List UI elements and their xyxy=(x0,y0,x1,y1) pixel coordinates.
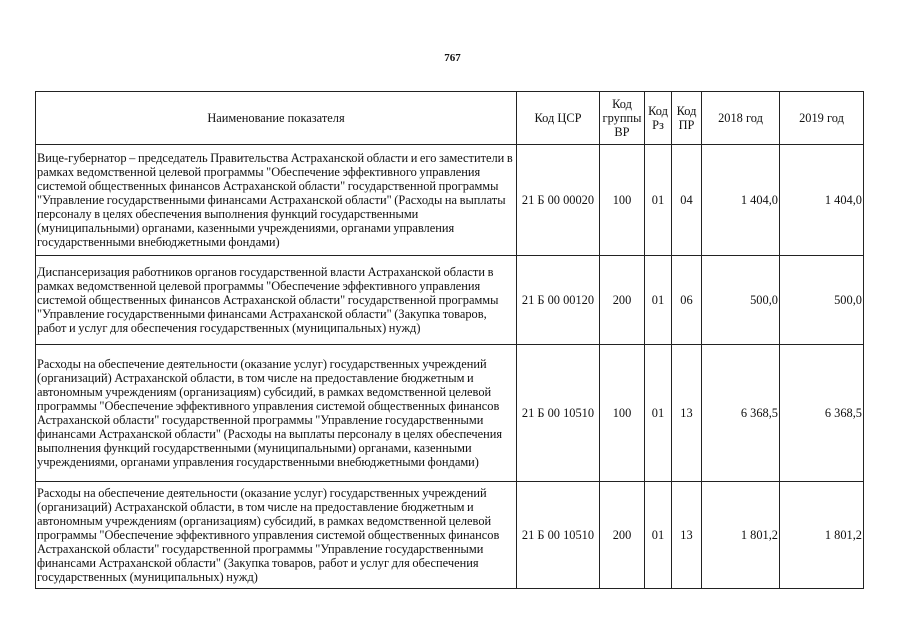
row-rz: 01 xyxy=(645,482,672,589)
header-2018: 2018 год xyxy=(702,92,780,145)
header-vr: Код группы ВР xyxy=(600,92,645,145)
row-csr: 21 Б 00 00120 xyxy=(517,256,600,345)
row-vr: 200 xyxy=(600,482,645,589)
row-rz: 01 xyxy=(645,256,672,345)
row-csr: 21 Б 00 00020 xyxy=(517,145,600,256)
row-2019: 1 404,0 xyxy=(780,145,864,256)
header-pr: Код ПР xyxy=(672,92,702,145)
row-csr: 21 Б 00 10510 xyxy=(517,345,600,482)
header-2019: 2019 год xyxy=(780,92,864,145)
row-2019: 500,0 xyxy=(780,256,864,345)
row-2018: 6 368,5 xyxy=(702,345,780,482)
table-row xyxy=(36,256,864,345)
row-2018: 500,0 xyxy=(702,256,780,345)
row-2018: 1 404,0 xyxy=(702,145,780,256)
row-name: Расходы на обеспечение деятельности (оказание услуг) государственных учреждений (организаций) Астраханской области, в том числе на предоставление бюджетным и автономным учреждениям (организациям) субсидий, в рамках ведомственной целевой программы "Обеспечение эффективного управления системой общественных финансов Астраханской области" государственной программы "Управление государственными финансами Астраханской области" (Расходы на выплаты персоналу в целях обеспечения выполнения функций государственными (муниципальными) органами, казенными учреждениями, органами управления государственными внебюджетными фондами) xyxy=(36,345,517,482)
row-pr: 13 xyxy=(672,345,702,482)
row-csr: 21 Б 00 10510 xyxy=(517,482,600,589)
header-name: Наименование показателя xyxy=(36,92,517,145)
row-2018: 1 801,2 xyxy=(702,482,780,589)
row-vr: 100 xyxy=(600,145,645,256)
row-vr: 200 xyxy=(600,256,645,345)
row-rz: 01 xyxy=(645,145,672,256)
row-rz: 01 xyxy=(645,345,672,482)
table-header-row xyxy=(36,92,864,145)
row-pr: 13 xyxy=(672,482,702,589)
table-row xyxy=(36,345,864,482)
row-name: Вице-губернатор – председатель Правительства Астраханской области и его заместители в рамках ведомственной целевой программы "Обеспечение эффективного управления системой общественных финансов Астраханской области" государственной программы "Управление государственными финансами Астраханской области" (Расходы на выплаты персоналу в целях обеспечения выполнения функций государственными (муниципальными) органами, казенными учреждениями, органами управления государственными внебюджетными фондами) xyxy=(36,145,517,256)
row-pr: 04 xyxy=(672,145,702,256)
page-number: 767 xyxy=(444,52,461,64)
row-2019: 1 801,2 xyxy=(780,482,864,589)
row-vr: 100 xyxy=(600,345,645,482)
table-row xyxy=(36,145,864,256)
row-pr: 06 xyxy=(672,256,702,345)
table-row xyxy=(36,482,864,589)
header-rz: Код Рз xyxy=(645,92,672,145)
budget-table xyxy=(35,91,864,589)
header-csr: Код ЦСР xyxy=(517,92,600,145)
row-name: Расходы на обеспечение деятельности (оказание услуг) государственных учреждений (организаций) Астраханской области, в том числе на предоставление бюджетным и автономным учреждениям (организациям) субсидий, в рамках ведомственной целевой программы "Обеспечение эффективного управления системой общественных финансов Астраханской области" государственной программы "Управление государственными финансами Астраханской области" (Закупка товаров, работ и услуг для обеспечения государственных (муниципальных) нужд) xyxy=(36,482,517,589)
row-2019: 6 368,5 xyxy=(780,345,864,482)
row-name: Диспансеризация работников органов государственной власти Астраханской области в рамках ведомственной целевой программы "Обеспечение эффективного управления системой общественных финансов Астраханской области" государственной программы "Управление государственными финансами Астраханской области" (Закупка товаров, работ и услуг для обеспечения государственных (муниципальных) нужд) xyxy=(36,256,517,345)
